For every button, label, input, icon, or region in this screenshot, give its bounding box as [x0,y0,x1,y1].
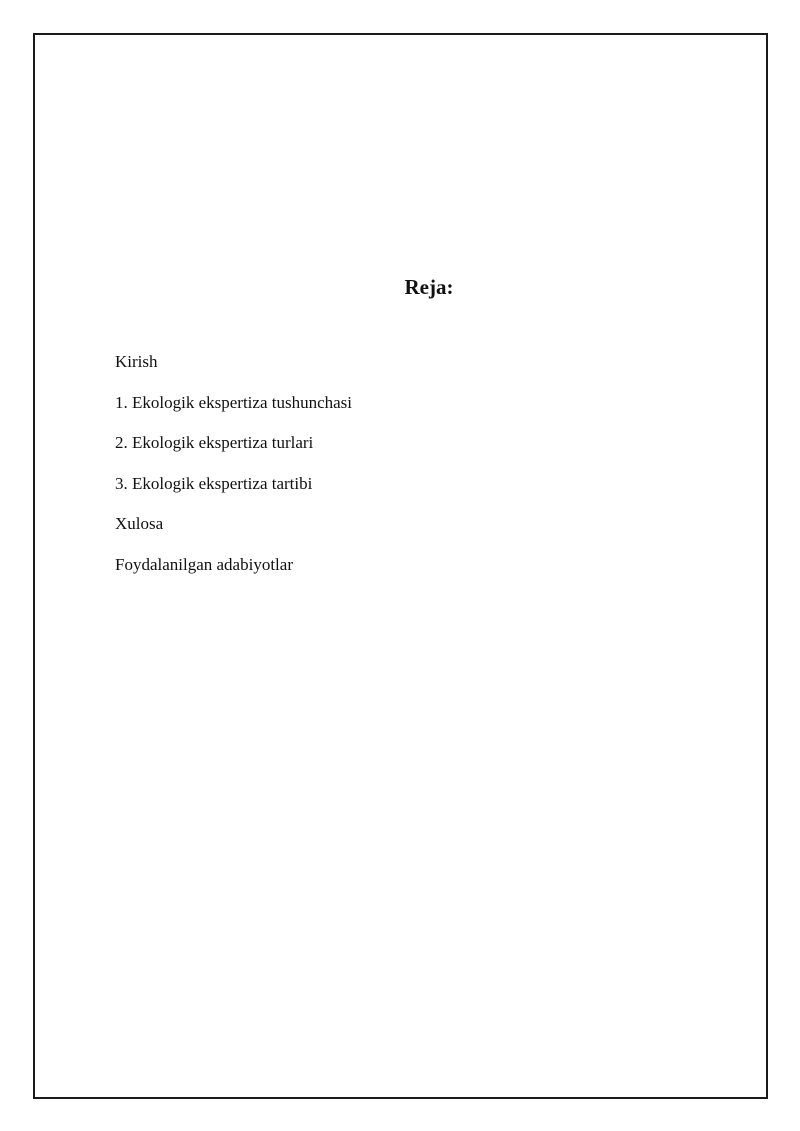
page-title: Reja: [404,275,454,299]
plan-item-procedure: 3. Ekologik ekspertiza tartibi [115,473,313,493]
plan-item-references: Foydalanilgan adabiyotlar [115,554,293,574]
plan-list [115,350,352,594]
plan-item-conclusion: Xulosa [115,514,164,534]
plan-item-types: 2. Ekologik ekspertiza turlari [115,433,314,453]
plan-item-introduction: Kirish [115,352,158,371]
plan-item-concept: 1. Ekologik ekspertiza tushunchasi [115,392,353,412]
